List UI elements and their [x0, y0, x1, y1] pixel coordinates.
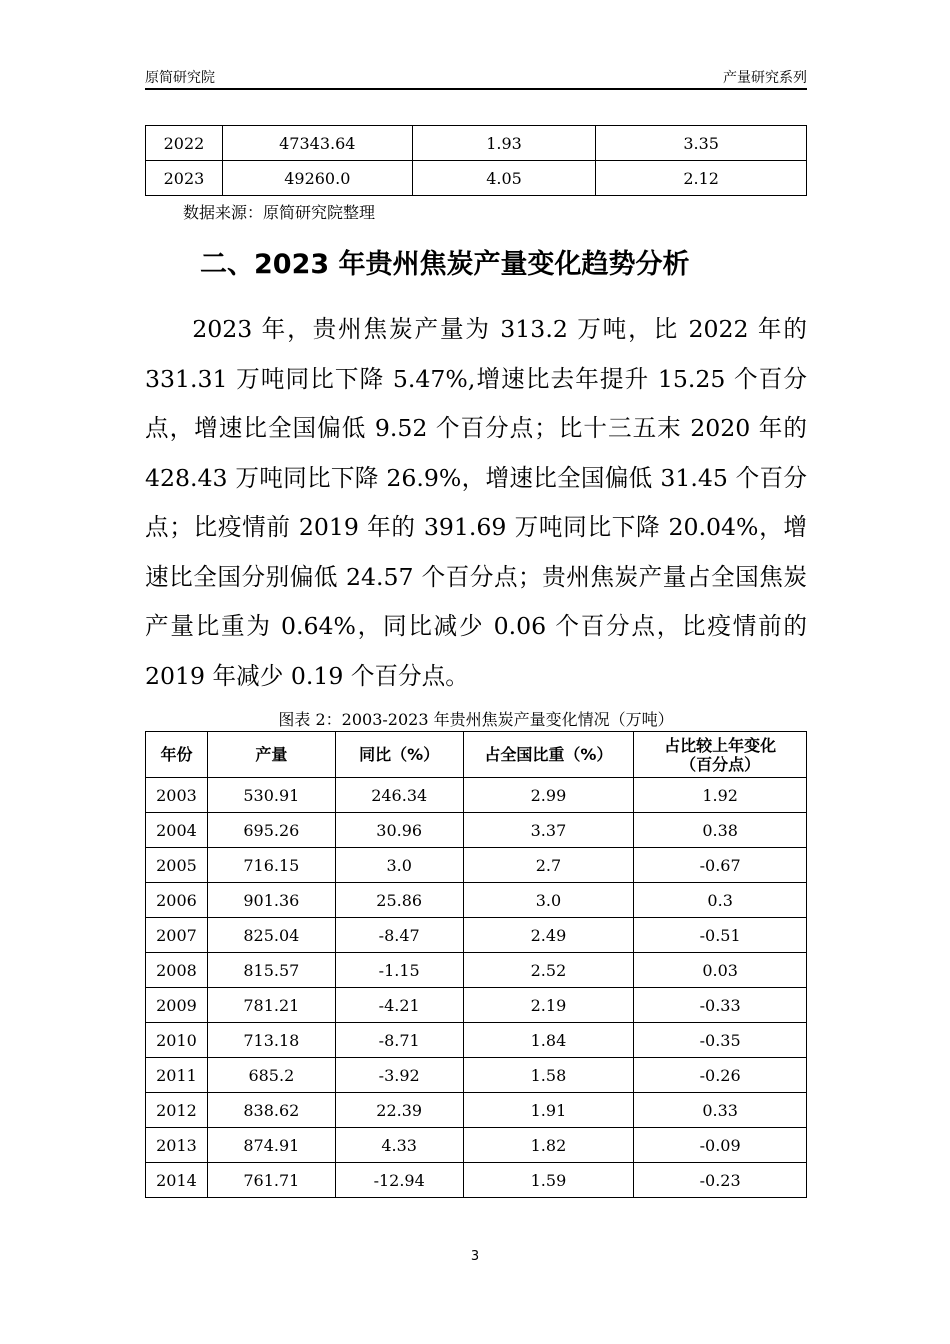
table-row	[146, 126, 807, 161]
table-cell: 2012	[146, 1093, 208, 1128]
table-cell: 0.38	[634, 813, 807, 848]
table-cell: 838.62	[207, 1093, 335, 1128]
table-cell: 901.36	[207, 883, 335, 918]
table-cell: 2.49	[463, 918, 634, 953]
table-cell: 1.58	[463, 1058, 634, 1093]
table-cell: 2022	[146, 126, 223, 161]
table-cell: 781.21	[207, 988, 335, 1023]
table-row	[146, 953, 807, 988]
table-cell: 716.15	[207, 848, 335, 883]
table-cell: -0.33	[634, 988, 807, 1023]
page-header	[145, 64, 807, 90]
table-cell: -3.92	[335, 1058, 463, 1093]
table-cell: 1.92	[634, 778, 807, 813]
table-cell: 246.34	[335, 778, 463, 813]
table-cell: -8.71	[335, 1023, 463, 1058]
page-number: 3	[470, 1249, 480, 1264]
table-cell: 30.96	[335, 813, 463, 848]
table-cell: 3.37	[463, 813, 634, 848]
table-cell: 761.71	[207, 1163, 335, 1198]
continued-table	[145, 125, 807, 196]
table-row	[146, 813, 807, 848]
table-cell: 0.33	[634, 1093, 807, 1128]
column-header: 占比较上年变化 （百分点）	[634, 732, 807, 778]
table-cell: 2023	[146, 161, 223, 196]
table-row	[146, 883, 807, 918]
table-cell: 2004	[146, 813, 208, 848]
table-cell: 2.99	[463, 778, 634, 813]
table-row	[146, 1128, 807, 1163]
table-cell: -0.51	[634, 918, 807, 953]
table-cell: 713.18	[207, 1023, 335, 1058]
table-header-row	[146, 732, 807, 778]
table-cell: 1.91	[463, 1093, 634, 1128]
table-row	[146, 161, 807, 196]
table-cell: 2006	[146, 883, 208, 918]
table-cell: 1.93	[412, 126, 596, 161]
column-header: 产量	[207, 732, 335, 778]
table-cell: 0.03	[634, 953, 807, 988]
table-cell: 3.35	[596, 126, 807, 161]
column-header: 年份	[146, 732, 208, 778]
section-title: 二、2023 年贵州焦炭产量变化趋势分析	[200, 249, 690, 280]
table-cell: 22.39	[335, 1093, 463, 1128]
table-cell: 874.91	[207, 1128, 335, 1163]
table-cell: 2.12	[596, 161, 807, 196]
table-cell: 0.3	[634, 883, 807, 918]
table-cell: -0.23	[634, 1163, 807, 1198]
table-cell: 685.2	[207, 1058, 335, 1093]
table-cell: -4.21	[335, 988, 463, 1023]
table-cell: -0.67	[634, 848, 807, 883]
table-cell: 2007	[146, 918, 208, 953]
analysis-paragraph: 2023 年，贵州焦炭产量为 313.2 万吨，比 2022 年的 331.31 万吨同比下降 5.47%,增速比去年提升 15.25 个百分点，增速比全国偏低 9.52 个百分点；比十三五末 2020 年的 428.43 万吨同比下降 26.9%，增速比全国偏低 31.45 个百分点；比疫情前 2019 年的 391.69 万吨同比下降 20.04%，增速比全国分别偏低 24.57 个百分点；贵州焦炭产量占全国焦炭产量比重为 0.64%，同比减少 0.06 个百分点，比疫情前的 2019 年减少 0.19 个百分点。	[145, 315, 807, 690]
table-cell: 4.33	[335, 1128, 463, 1163]
table-cell: 2.52	[463, 953, 634, 988]
table-cell: -1.15	[335, 953, 463, 988]
header-org: 原简研究院	[145, 70, 215, 86]
table-cell: 825.04	[207, 918, 335, 953]
table-cell: 815.57	[207, 953, 335, 988]
table-cell: 695.26	[207, 813, 335, 848]
table-row	[146, 988, 807, 1023]
table-cell: 2.7	[463, 848, 634, 883]
table-row	[146, 1163, 807, 1198]
header-series: 产量研究系列	[723, 70, 807, 86]
table-cell: 1.84	[463, 1023, 634, 1058]
table-cell: -0.26	[634, 1058, 807, 1093]
table-row	[146, 1023, 807, 1058]
table-cell: 530.91	[207, 778, 335, 813]
table-row	[146, 1093, 807, 1128]
table-row	[146, 778, 807, 813]
table-cell: 4.05	[412, 161, 596, 196]
table-cell: 2013	[146, 1128, 208, 1163]
table-row	[146, 848, 807, 883]
table-cell: -8.47	[335, 918, 463, 953]
table-cell: 49260.0	[222, 161, 412, 196]
table-cell: 2014	[146, 1163, 208, 1198]
table-caption: 图表 2：2003-2023 年贵州焦炭产量变化情况（万吨）	[278, 710, 674, 729]
table-cell: 2010	[146, 1023, 208, 1058]
table-cell: 3.0	[335, 848, 463, 883]
column-header: 占全国比重（%）	[463, 732, 634, 778]
table-cell: 1.59	[463, 1163, 634, 1198]
table-cell: -12.94	[335, 1163, 463, 1198]
table-cell: 2008	[146, 953, 208, 988]
column-header: 同比（%）	[335, 732, 463, 778]
table-cell: 2011	[146, 1058, 208, 1093]
table-row	[146, 1058, 807, 1093]
data-source: 数据来源：原简研究院整理	[183, 203, 376, 222]
table-cell: 2003	[146, 778, 208, 813]
table-cell: 2.19	[463, 988, 634, 1023]
table-cell: 47343.64	[222, 126, 412, 161]
table-cell: 1.82	[463, 1128, 634, 1163]
table-row	[146, 918, 807, 953]
table-cell: 3.0	[463, 883, 634, 918]
table-cell: 2005	[146, 848, 208, 883]
table-cell: 2009	[146, 988, 208, 1023]
production-table	[145, 731, 807, 1198]
table-cell: -0.09	[634, 1128, 807, 1163]
table-cell: 25.86	[335, 883, 463, 918]
table-cell: -0.35	[634, 1023, 807, 1058]
